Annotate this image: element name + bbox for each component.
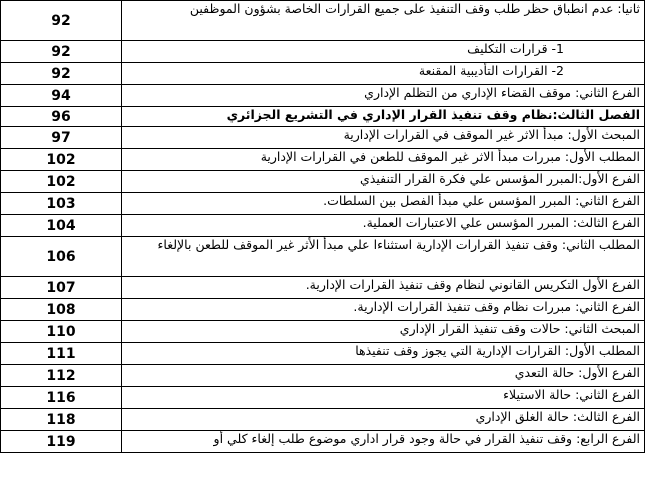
toc-page-number: 92 (1, 41, 122, 63)
toc-entry-title: الفرع الثاني: المبرر المؤسس علي مبدأ الفصل بين السلطات. (122, 193, 645, 215)
toc-page-number: 92 (1, 63, 122, 85)
toc-entry-title: الفرع الرابع: وقف تنفيذ القرار في حالة وجود قرار اداري موضوع طلب إلغاء كلي أو (122, 431, 645, 453)
toc-page-number: 119 (1, 431, 122, 453)
toc-page-number: 92 (1, 1, 122, 41)
toc-row (1, 343, 645, 365)
toc-entry-title: المطلب الأول: القرارات الإدارية التي يجوز وقف تنفيذها (122, 343, 645, 365)
toc-entry-title: المطلب الأول: مبررات مبدأ الاثر غير الموقف للطعن في القرارات الإدارية (122, 149, 645, 171)
toc-entry-title: الفرع الثاني: مبررات نظام وقف تنفيذ القرارات الإدارية. (122, 299, 645, 321)
toc-row (1, 171, 645, 193)
toc-page-number: 94 (1, 85, 122, 107)
toc-row (1, 431, 645, 453)
toc-entry-title: الفرع الأول التكريس القانوني لنظام وقف تنفيذ القرارات الإدارية. (122, 277, 645, 299)
toc-entry-title: المبحث الأول: مبدأ الاثر غير الموقف في القرارات الإدارية (122, 127, 645, 149)
toc-page-number: 102 (1, 149, 122, 171)
toc-page-number: 102 (1, 171, 122, 193)
toc-entry-title: ثانيا: عدم انطباق حظر طلب وقف التنفيذ على جميع القرارات الخاصة بشؤون الموظفين (122, 1, 645, 41)
toc-page-number: 107 (1, 277, 122, 299)
toc-page-number: 111 (1, 343, 122, 365)
toc-row (1, 409, 645, 431)
toc-entry-title: الفرع الثالث: حالة الغلق الإداري (122, 409, 645, 431)
toc-row (1, 85, 645, 107)
toc-entry-title: المبحث الثاني: حالات وقف تنفيذ القرار الإداري (122, 321, 645, 343)
toc-page-number: 118 (1, 409, 122, 431)
toc-entry-title: الفرع الثالث: المبرر المؤسس علي الاعتبارات العملية. (122, 215, 645, 237)
toc-row (1, 387, 645, 409)
toc-entry-title: المطلب الثاني: وقف تنفيذ القرارات الإدارية استثناءا علي مبدأ الأثر غير الموقف للطعن بالإلغاء (122, 237, 645, 277)
toc-row (1, 193, 645, 215)
toc-row (1, 127, 645, 149)
toc-row (1, 63, 645, 85)
toc-row (1, 237, 645, 277)
toc-entry-title: الفرع الأول:المبرر المؤسس علي فكرة القرار التنفيذي (122, 171, 645, 193)
toc-page-number: 104 (1, 215, 122, 237)
toc-row (1, 365, 645, 387)
toc-row (1, 215, 645, 237)
toc-page-number: 97 (1, 127, 122, 149)
toc-page-number: 108 (1, 299, 122, 321)
toc-row (1, 41, 645, 63)
toc-row (1, 299, 645, 321)
toc-page-number: 110 (1, 321, 122, 343)
toc-row (1, 1, 645, 41)
toc-row (1, 277, 645, 299)
toc-entry-title: 2- القرارات التأديبية المقنعة (122, 63, 645, 85)
toc-entry-title: الفرع الثاني: حالة الاستيلاء (122, 387, 645, 409)
toc-row (1, 107, 645, 127)
toc-row (1, 149, 645, 171)
toc-page-number: 96 (1, 107, 122, 127)
toc-entry-title: الفرع الأول: حالة التعدي (122, 365, 645, 387)
toc-entry-title: 1- قرارات التكليف (122, 41, 645, 63)
toc-page-number: 116 (1, 387, 122, 409)
toc-entry-title: الفرع الثاني: موقف القضاء الإداري من التظلم الإداري (122, 85, 645, 107)
toc-chapter-title: الفصل الثالث:نظام وقف تنفيذ القرار الإداري في التشريع الجزائري (122, 107, 645, 127)
toc-page-number: 103 (1, 193, 122, 215)
toc-page-number: 106 (1, 237, 122, 277)
toc-row (1, 321, 645, 343)
toc-page-number: 112 (1, 365, 122, 387)
